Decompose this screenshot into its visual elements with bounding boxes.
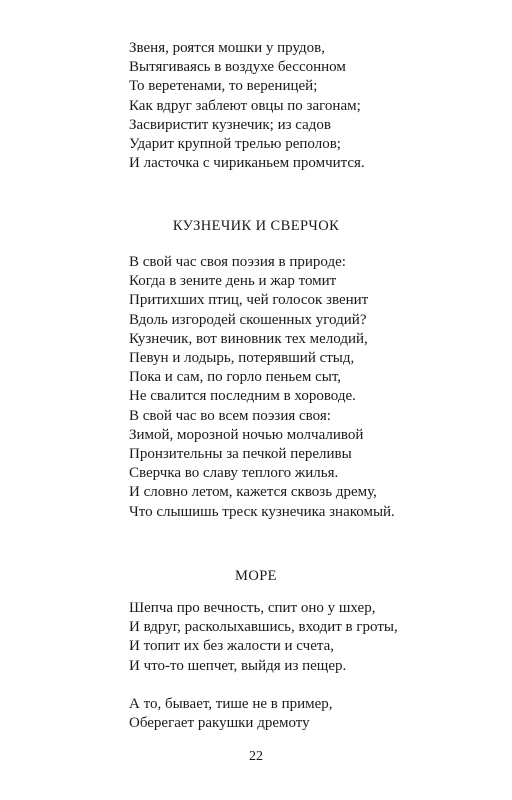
poem-stanza-sea-2 — [129, 695, 333, 733]
poem-line: И вдруг, расколыхавшись, входит в гроты, — [129, 619, 398, 636]
poem-line: Шепча про вечность, спит оно у шхер, — [129, 600, 376, 616]
poem-line: Засвиристит кузнечик; из садов — [129, 116, 332, 133]
poem-stanza-sea-1 — [129, 599, 398, 676]
poem-line: И словно летом, кажется сквозь дрему, — [129, 484, 377, 501]
poem-line: Когда в зените день и жар томит — [129, 273, 337, 290]
poem-line: В свой час своя поэзия в природе: — [129, 254, 346, 270]
poem-line: И топит их без жалости и счета, — [129, 638, 335, 655]
poem-stanza-continued — [129, 39, 365, 173]
poem-line: Пока и сам, по горло пеньем сыт, — [129, 369, 342, 386]
poem-title-sea: МОРЕ — [235, 568, 277, 584]
poem-line: То веретенами, то вереницей; — [129, 78, 318, 95]
poem-line: Зимой, морозной ночью молчаливой — [129, 426, 364, 443]
poem-line: В свой час во всем поэзия своя: — [129, 407, 331, 424]
poem-line: И что-то шепчет, выйдя из пещер. — [129, 657, 347, 674]
poem-line: Вдоль изгородей скошенных угодий? — [129, 311, 367, 328]
poem-line: Звеня, роятся мошки у прудов, — [129, 40, 325, 56]
poem-line: Что слышишь треск кузнечика знакомый. — [129, 503, 395, 520]
poem-line: Как вдруг заблеют овцы по загонам; — [129, 97, 361, 114]
page-number: 22 — [249, 749, 263, 764]
poem-line: Ударит крупной трелью реполов; — [129, 136, 341, 153]
poem-line: И ласточка с чириканьем промчится. — [129, 155, 365, 172]
poem-line: Не свалится последним в хороводе. — [129, 388, 356, 405]
poem-line: Оберегает ракушки дремоту — [129, 715, 310, 732]
poem-line: Пронзительны за печкой переливы — [129, 446, 352, 463]
poem-line: А то, бывает, тише не в пример, — [129, 696, 333, 712]
poem-line: Притихших птиц, чей голосок звенит — [129, 292, 369, 309]
poem-line: Вытягиваясь в воздухе бессонном — [129, 59, 346, 76]
poem-title-grasshopper-cricket: КУЗНЕЧИК И СВЕРЧОК — [172, 218, 340, 234]
poem-line: Кузнечик, вот виновник тех мелодий, — [129, 330, 368, 347]
poem-line: Певун и лодырь, потерявший стыд, — [129, 350, 355, 367]
poem-line: Сверчка во славу теплого жилья. — [129, 465, 339, 482]
poem-stanza-grasshopper-cricket — [129, 253, 395, 522]
